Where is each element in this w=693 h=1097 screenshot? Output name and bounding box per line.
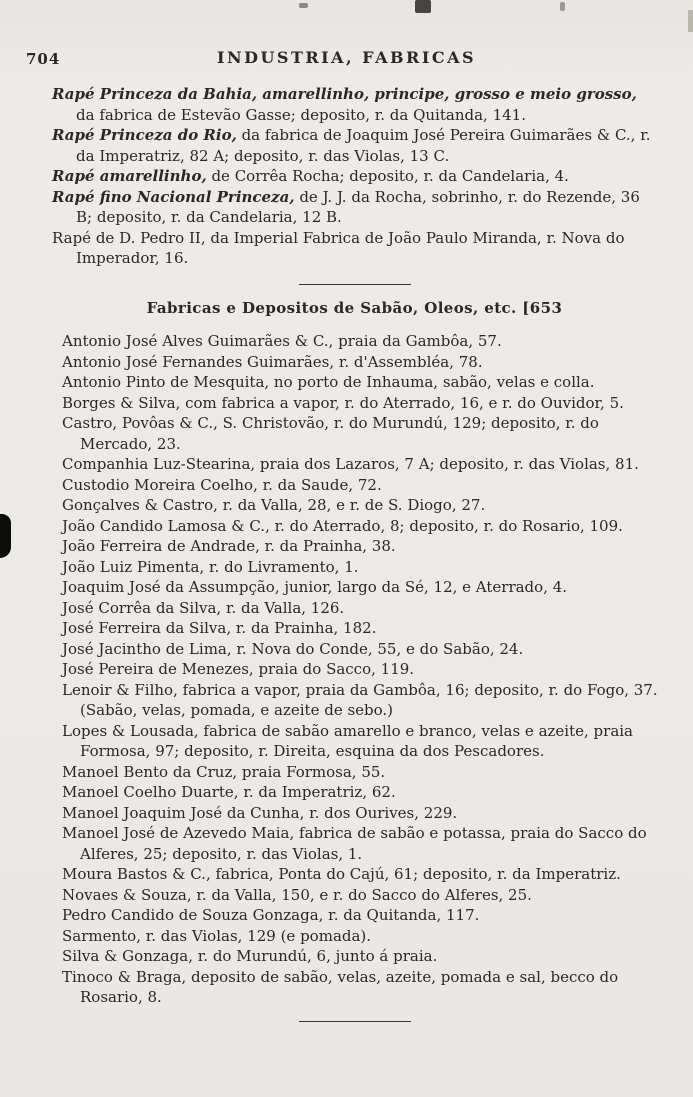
entry-product-name: Rapé amarellinho, — [52, 167, 207, 185]
page-content — [0, 74, 693, 1022]
directory-entry: João Candido Lamosa & C., r. do Aterrado, 8; deposito, r. do Rosario, 109. — [62, 516, 623, 535]
directory-entry: Companhia Luz-Stearina, praia dos Lazaros, 7 A; deposito, r. das Violas, 81. — [62, 455, 639, 473]
directory-entry: Lenoir & Filho, fabrica a vapor, praia da Gambôa, 16; deposito, r. do Fogo, 37. (Sabão, velas, pomada, e azeite de sebo.) — [62, 680, 658, 719]
section-title: Fabricas e Depositos de Sabão, Oleos, etc. [653 — [146, 298, 563, 317]
directory-entry: Joaquim José da Assumpção, junior, largo da Sé, 12, e Aterrado, 4. — [62, 578, 568, 596]
directory-entry: Tinoco & Braga, deposito de sabão, velas, azeite, pomada e sal, becco do Rosario, 8. — [62, 967, 619, 1006]
entry-product-name: Rapé Princeza da Bahia, amarellinho, principe, grosso e meio grosso, — [52, 85, 637, 103]
directory-entry: Gonçalves & Castro, r. da Valla, 28, e r. de S. Diogo, 27. — [62, 496, 486, 514]
directory-entry: Antonio Pinto de Mesquita, no porto de Inhauma, sabão, velas e colla. — [62, 373, 595, 391]
rape-entry: Rapé fino Nacional Princeza, de J. J. da Rocha, sobrinho, r. do Rezende, 36 B; deposito, r. da Candelaria, 12 B. — [52, 187, 640, 226]
page-number: 704 — [26, 50, 61, 68]
directory-entry: Antonio José Fernandes Guimarães, r. d'Assembléa, 78. — [62, 352, 483, 371]
ink-blob-left-edge — [0, 514, 11, 558]
directory-entry: José Jacintho de Lima, r. Nova do Conde, 55, e do Sabão, 24. — [62, 639, 524, 658]
page-header-row — [0, 0, 693, 74]
directory-entry: José Ferreira da Silva, r. da Prainha, 182. — [62, 619, 377, 637]
directory-entry: João Luiz Pimenta, r. do Livramento, 1. — [62, 557, 359, 576]
rape-entry: Rapé Princeza do Rio, da fabrica de Joaquim José Pereira Guimarães & C., r. da Imperatriz, 82 A; deposito, r. das Violas, 13 C. — [52, 126, 651, 165]
directory-entry: Antonio José Alves Guimarães & C., praia da Gambôa, 57. — [62, 332, 502, 350]
directory-entry: Manoel Coelho Duarte, r. da Imperatriz, 62. — [62, 783, 396, 801]
rape-entry: Rapé de D. Pedro II, da Imperial Fabrica de João Paulo Miranda, r. Nova do Imperador, 16. — [52, 228, 625, 267]
entry-product-name: Rapé fino Nacional Princeza, — [52, 187, 295, 206]
directory-entry: Silva & Gonzaga, r. do Murundú, 6, junto á praia. — [62, 947, 438, 965]
directory-entry: Manoel José de Azevedo Maia, fabrica de sabão e potassa, praia do Sacco do Alferes, 25; deposito, r. das Violas, 1. — [62, 824, 647, 863]
section-divider-top — [299, 284, 411, 285]
directory-entry: Pedro Candido de Souza Gonzaga, r. da Quitanda, 117. — [62, 906, 480, 924]
page-title: INDUSTRIA, FABRICAS — [216, 48, 477, 67]
entry-product-name: Rapé Princeza do Rio, — [52, 126, 237, 144]
rape-entry-list — [50, 84, 659, 269]
directory-entry: Castro, Povôas & C., S. Christovão, r. do Murundú, 129; deposito, r. do Mercado, 23. — [62, 414, 599, 453]
directory-entry: José Pereira de Menezes, praia do Sacco, 119. — [62, 660, 415, 678]
directory-entry: Custodio Moreira Coelho, r. da Saude, 72. — [62, 475, 382, 494]
directory-entry: Borges & Silva, com fabrica a vapor, r. do Aterrado, 16, e r. do Ouvidor, 5. — [62, 393, 624, 412]
rape-entry: Rapé Princeza da Bahia, amarellinho, principe, grosso e meio grosso, da fabrica de Estevão Gasse; deposito, r. da Quitanda, 141. — [52, 85, 637, 124]
rape-entry: Rapé amarellinho, de Corrêa Rocha; deposito, r. da Candelaria, 4. — [52, 167, 569, 185]
directory-entry: Manoel Bento da Cruz, praia Formosa, 55. — [62, 762, 386, 781]
directory-entry: Manoel Joaquim José da Cunha, r. dos Ourives, 229. — [62, 803, 458, 822]
directory-entry: José Corrêa da Silva, r. da Valla, 126. — [62, 598, 345, 617]
entry-product-name: Rapé de D. Pedro II, — [52, 228, 206, 247]
section-divider-bottom — [299, 1021, 411, 1022]
directory-entry: Novaes & Souza, r. da Valla, 150, e r. do Sacco do Alferes, 25. — [62, 885, 532, 904]
directory-entry: Sarmento, r. das Violas, 129 (e pomada). — [62, 926, 372, 945]
directory-entry: Lopes & Lousada, fabrica de sabão amarello e branco, velas e azeite, praia Formosa, 97; deposito, r. Direita, esquina da dos Pescadores. — [62, 721, 633, 760]
directory-entry: Moura Bastos & C., fabrica, Ponta do Cajú, 61; deposito, r. da Imperatriz. — [62, 865, 621, 883]
directory-entry: João Ferreira de Andrade, r. da Prainha, 38. — [62, 537, 396, 555]
fabricas-entry-list — [62, 331, 659, 1008]
